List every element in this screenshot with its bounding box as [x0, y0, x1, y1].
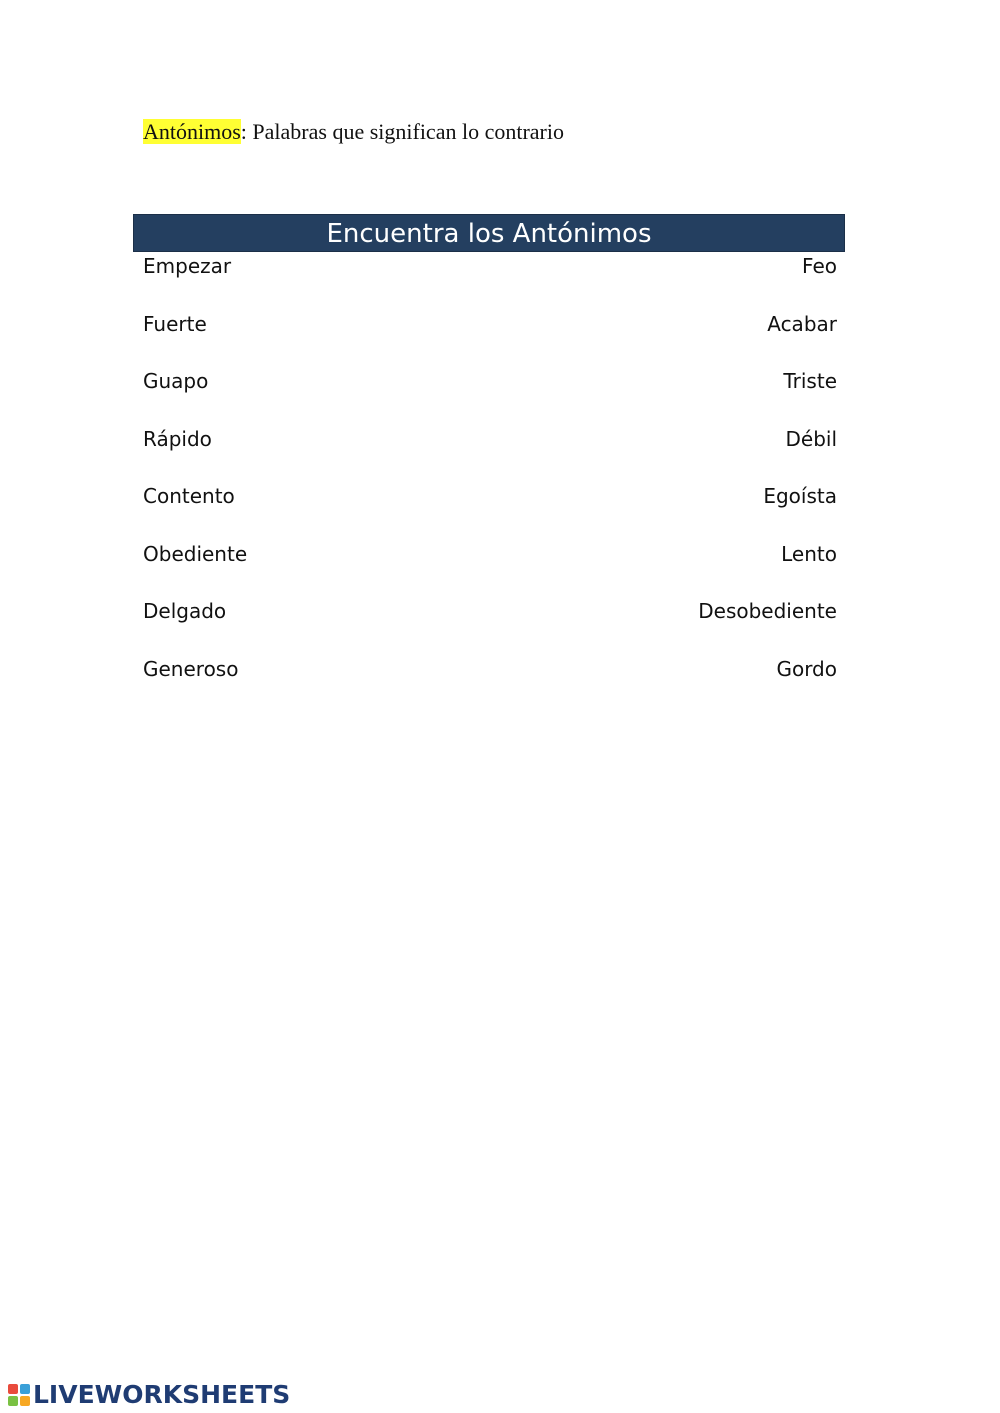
right-word[interactable]: Triste	[783, 369, 837, 393]
liveworksheets-logo	[8, 1380, 290, 1409]
antonym-pairs	[143, 252, 837, 712]
right-word[interactable]: Lento	[781, 541, 837, 566]
left-word[interactable]: Empezar	[143, 254, 232, 278]
definition-line	[143, 118, 564, 146]
right-word[interactable]: Gordo	[776, 656, 837, 681]
logo-text: LIVEWORKSHEETS	[33, 1380, 291, 1409]
pair-row	[143, 367, 837, 425]
highlighted-term: Antónimos	[143, 119, 241, 144]
pair-row	[143, 597, 837, 655]
left-word[interactable]: Fuerte	[143, 311, 207, 336]
pair-row	[143, 655, 837, 713]
left-word[interactable]: Contento	[143, 484, 235, 508]
left-word[interactable]: Guapo	[143, 369, 209, 393]
right-word[interactable]: Egoísta	[763, 484, 837, 508]
left-word[interactable]: Delgado	[143, 599, 227, 623]
pair-row	[143, 310, 837, 368]
logo-blocks-icon	[8, 1384, 30, 1406]
pair-row	[143, 252, 837, 310]
pair-row	[143, 425, 837, 483]
pair-row	[143, 482, 837, 540]
table-title: Encuentra los Antónimos	[133, 214, 845, 252]
definition-text: : Palabras que significan lo contrario	[240, 119, 564, 144]
left-word[interactable]: Obediente	[143, 541, 248, 566]
left-word[interactable]: Rápido	[143, 426, 212, 451]
left-word[interactable]: Generoso	[143, 656, 239, 681]
pair-row	[143, 540, 837, 598]
right-word[interactable]: Feo	[802, 254, 837, 278]
right-word[interactable]: Desobediente	[698, 599, 837, 623]
right-word[interactable]: Débil	[785, 426, 837, 451]
right-word[interactable]: Acabar	[767, 311, 837, 336]
